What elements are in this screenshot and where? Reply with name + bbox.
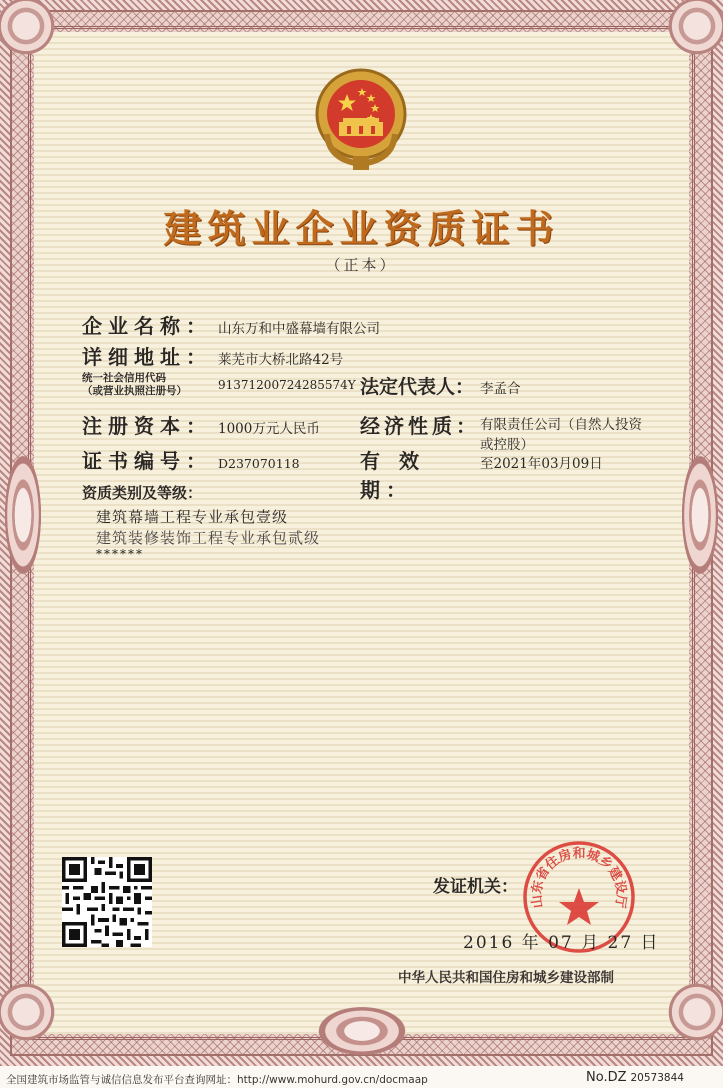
registered-capital-row [82,410,320,439]
certificate-subtitle: （正本） [325,256,398,274]
economic-nature-label: 经济性质： [360,414,480,438]
qualification-item: 建筑装修装饰工程专业承包贰级 [96,529,321,547]
cert-number-value: D237070118 [218,456,300,471]
registered-capital-value: 1000万元人民币 [218,421,320,437]
company-name-value: 山东万和中盛幕墙有限公司 [218,321,380,337]
qualifications-label: 资质类别及等级： [82,484,203,502]
qualifications-terminator: ****** [96,547,144,561]
serial-prefix: No.DZ [586,1070,627,1085]
economic-nature-value-line2: 或控股） [480,437,534,453]
serial-number [586,1070,684,1085]
legal-rep-row [360,372,521,399]
validity-value: 至2021年03月09日 [480,456,603,472]
address-row [82,341,343,370]
credit-code-row [82,372,356,398]
validity-row [360,445,603,503]
side-ornament-icon [677,440,723,590]
side-ornament-icon [0,440,46,590]
address-label: 详细地址： [82,345,212,369]
ministry-name: 中华人民共和国住房和城乡建设部制 [398,970,614,986]
credit-code-label [82,372,218,398]
seal-text: 山东省住房和城乡建设厅 [529,846,629,909]
legal-rep-label: 法定代表人： [360,376,475,398]
company-name-row [82,310,380,339]
qualifications-label-row [82,482,202,503]
cert-number-row [82,445,300,474]
validity-label: 有 效 期： [360,449,425,502]
issue-date: 2016 年 07 月 27 日 [463,933,660,953]
bottom-ornament-icon [306,1000,418,1062]
economic-nature-value-line1: 有限责任公司（自然人投资 [480,417,642,433]
address-value: 莱芜市大桥北路42号 [218,352,344,368]
issuer-label: 发证机关： [433,877,518,897]
serial-digits: 20573844 [630,1072,684,1084]
certificate-title: 建筑业企业资质证书 [163,207,560,251]
cert-number-label: 证书编号： [82,449,212,473]
credit-code-label-line1: 统一社会信用代码 [82,372,166,384]
credit-code-value: 91371200724285574Y [218,378,356,392]
corner-ornament-icon [665,980,723,1044]
registered-capital-label: 注册资本： [82,414,212,438]
credit-code-label-line2: （或营业执照注册号） [82,385,187,397]
legal-rep-value: 李孟合 [480,381,521,397]
national-emblem-icon [309,64,413,172]
company-name-label: 企业名称： [82,314,212,338]
qr-code-icon [62,857,152,947]
qualification-item: 建筑幕墙工程专业承包壹级 [96,508,289,526]
verification-url: 全国建筑市场监管与诚信信息发布平台查询网址：http://www.mohurd.gov.cn/docmaap [6,1074,428,1086]
